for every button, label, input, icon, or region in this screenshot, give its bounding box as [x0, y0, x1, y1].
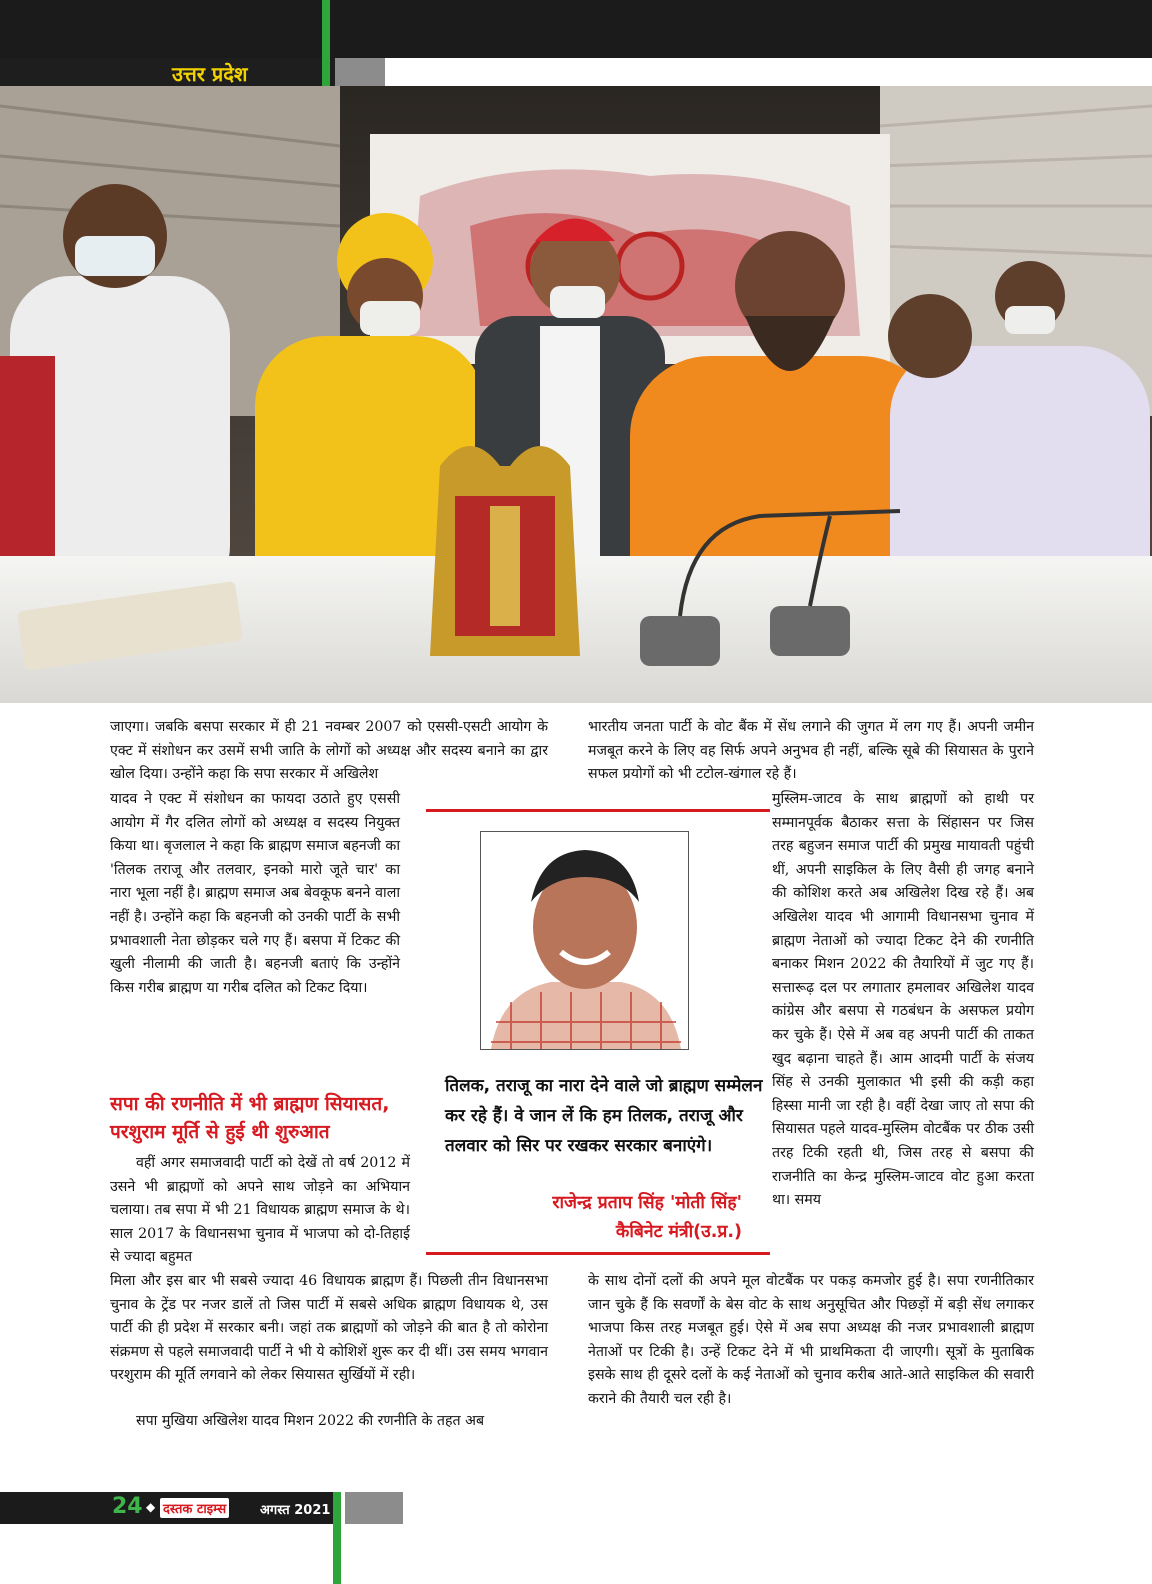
- left-column-after-subhead: वहीं अगर समाजवादी पार्टी को देखें तो वर्ष 2012 में उसने भी ब्राह्मणों को अपने साथ जोड़ने का अभियान चलाया। तब सपा में भी 21 विधायक ब्राह्मण समाज के थे। साल 2017 के विधानसभा चुनाव में भाजपा को दो-तिहाई से ज्यादा बहुमत: [110, 1155, 410, 1266]
- red-rule-bottom: [426, 1252, 770, 1255]
- diamond-icon: ◆: [146, 1500, 156, 1514]
- portrait-illustration: [481, 832, 688, 1049]
- issue-date: अगस्त 2021: [260, 1503, 331, 1518]
- right-column-bottom: के साथ दोनों दलों की अपने मूल वोटबैंक पर पकड़ कमजोर हुई है। सपा रणनीतिकार जान चुके हैं कि सवर्णों के बेस वोट के साथ अनुसूचित और पिछड़ों में बड़ी सेंध लगाकर भाजपा किस तरह मजबूत हुई। ऐसे में अब सपा अध्यक्ष की नजर प्रभावशाली ब्राह्मण नेताओं पर टिकी है। उन्हें टिकट देने में भी प्राथमिकता दी जाएगी। सूत्रों के मुताबिक इसके साथ ही दूसरे दलों के कई नेताओं को चुनाव करीब आते-आते साइकिल की सवारी कराने की तैयारी चल रही है।: [588, 1273, 1034, 1407]
- event-photo-illustration: [0, 86, 1152, 703]
- pull-quote: तिलक, तराजू का नारा देने वाले जो ब्राह्मण सम्मेलन कर रहे हैं। वे जान लें कि हम तिलक, तराजू और तलवार को सिर पर रखकर सरकार बनाएंगे।: [445, 1076, 763, 1156]
- gray-accent-box: [335, 58, 385, 86]
- right-column-top: भारतीय जनता पार्टी के वोट बैंक में सेंध लगाने की जुगत में लग गए हैं। अपनी जमीन मजबूत करने के लिए वह सिर्फ अपने अनुभव ही नहीं, बल्कि सूबे की सियासत के पुराने सफल प्रयोगों को भी टटोल-खंगाल रहे हैं।: [588, 719, 1034, 783]
- section-label: उत्तर प्रदेश: [172, 62, 248, 86]
- left-column-continuation: सपा मुखिया अखिलेश यादव मिशन 2022 की रणनीति के तहत अब: [136, 1413, 485, 1429]
- hero-photo: [0, 86, 1152, 703]
- portrait-photo: [480, 831, 689, 1050]
- green-accent-rule: [322, 0, 330, 86]
- red-rule-top: [426, 809, 770, 812]
- right-column-mid: मुस्लिम-जाटव के साथ ब्राह्मणों को हाथी पर सम्मानपूर्वक बैठाकर सत्ता के सिंहासन पर जिस तरह बहुजन समाज पार्टी की प्रमुख मायावती पहुंची थीं, अपनी साइकिल के लिए वैसी ही जगह बनाने की कोशिश करते अब अखिलेश दिख रहे हैं। अब अखिलेश यादव भी आगामी विधानसभा चुनाव में ब्राह्मण नेताओं को ज्यादा टिकट देने की रणनीति बनाकर मिशन 2022 की तैयारियों में जुट गए हैं। सत्तारूढ़ दल पर लगातार हमलावर अखिलेश यादव कांग्रेस और बसपा से गठबंधन के असफल प्रयोग कर चुके हैं। ऐसे में अब वह अपनी पार्टी की ताकत खुद बढ़ाना चाहते हैं। आम आदमी पार्टी के संजय सिंह से उनकी मुलाकात भी इसी की कड़ी कहा हिस्सा मानी जा रही है। वहीं देखा जाए तो सपा की सियासत पहले यादव-मुस्लिम वोटबैंक पर ठीक उसी तरह टिकी रहती थी, जिस तरह से बसपा की राजनीति का केन्द्र मुस्लिम-जाटव वोट हुआ करता था। समय: [772, 791, 1034, 1209]
- section-strip: [0, 58, 335, 86]
- left-column-mid: यादव ने एक्ट में संशोधन का फायदा उठाते हुए एससी आयोग में गैर दलित लोगों को अध्यक्ष व सदस्य नियुक्त किया था। बृजलाल ने कहा कि ब्राह्मण समाज बहनजी का 'तिलक तराजू और तलवार, इनको मारो जूते चार' का नारा भूला नहीं है। ब्राह्मण समाज अब बेवकूफ बनने वाला नहीं है। उन्होंने कहा कि बहनजी को उनकी पार्टी के सभी प्रभावशाली नेता छोड़कर चले गए हैं। बसपा में टिकट की खुली नीलामी की जाती है। बहनजी बताएं कि उन्होंने किस गरीब ब्राह्मण या गरीब दलित को टिकट दिया।: [110, 791, 400, 996]
- left-column-top: जाएगा। जबकि बसपा सरकार में ही 21 नवम्बर 2007 को एससी-एसटी आयोग के एक्ट में संशोधन कर उसमें सभी जाति के लोगों को अध्यक्ष और सदस्य बनाने का द्वार खोल दिया। उन्होंने कहा कि सपा सरकार में अखिलेश: [110, 719, 548, 783]
- page-number: 24: [112, 1494, 143, 1519]
- green-accent-rule-bottom: [333, 1492, 341, 1584]
- subheading: सपा की रणनीति में भी ब्राह्मण सियासत, परशुराम मूर्ति से हुई थी शुरुआत: [110, 1093, 390, 1143]
- left-column-bottom: मिला और इस बार भी सबसे ज्यादा 46 विधायक ब्राह्मण हैं। पिछली तीन विधानसभा चुनाव के ट्रेंड पर नजर डालें तो जिस पार्टी में सबसे अधिक ब्राह्मण विधायक थे, उस पार्टी की ही प्रदेश में सरकार बनी। जहां तक ब्राह्मणों को जोड़ने की बात है तो कोरोना संक्रमण से पहले समाजवादी पार्टी ने भी ये कोशिशें शुरू कर दी थीं। उस समय भगवान परशुराम की मूर्ति लगवाने को लेकर सियासत सुर्खियों में रही।: [110, 1273, 548, 1384]
- header-bar: [0, 0, 1152, 58]
- gray-accent-box-bottom: [345, 1492, 403, 1524]
- quote-author: राजेन्द्र प्रताप सिंह 'मोती सिंह': [552, 1193, 742, 1213]
- quote-designation: कैबिनेट मंत्री(उ.प्र.): [615, 1222, 742, 1242]
- magazine-logo: दस्तक टाइम्स: [160, 1498, 229, 1518]
